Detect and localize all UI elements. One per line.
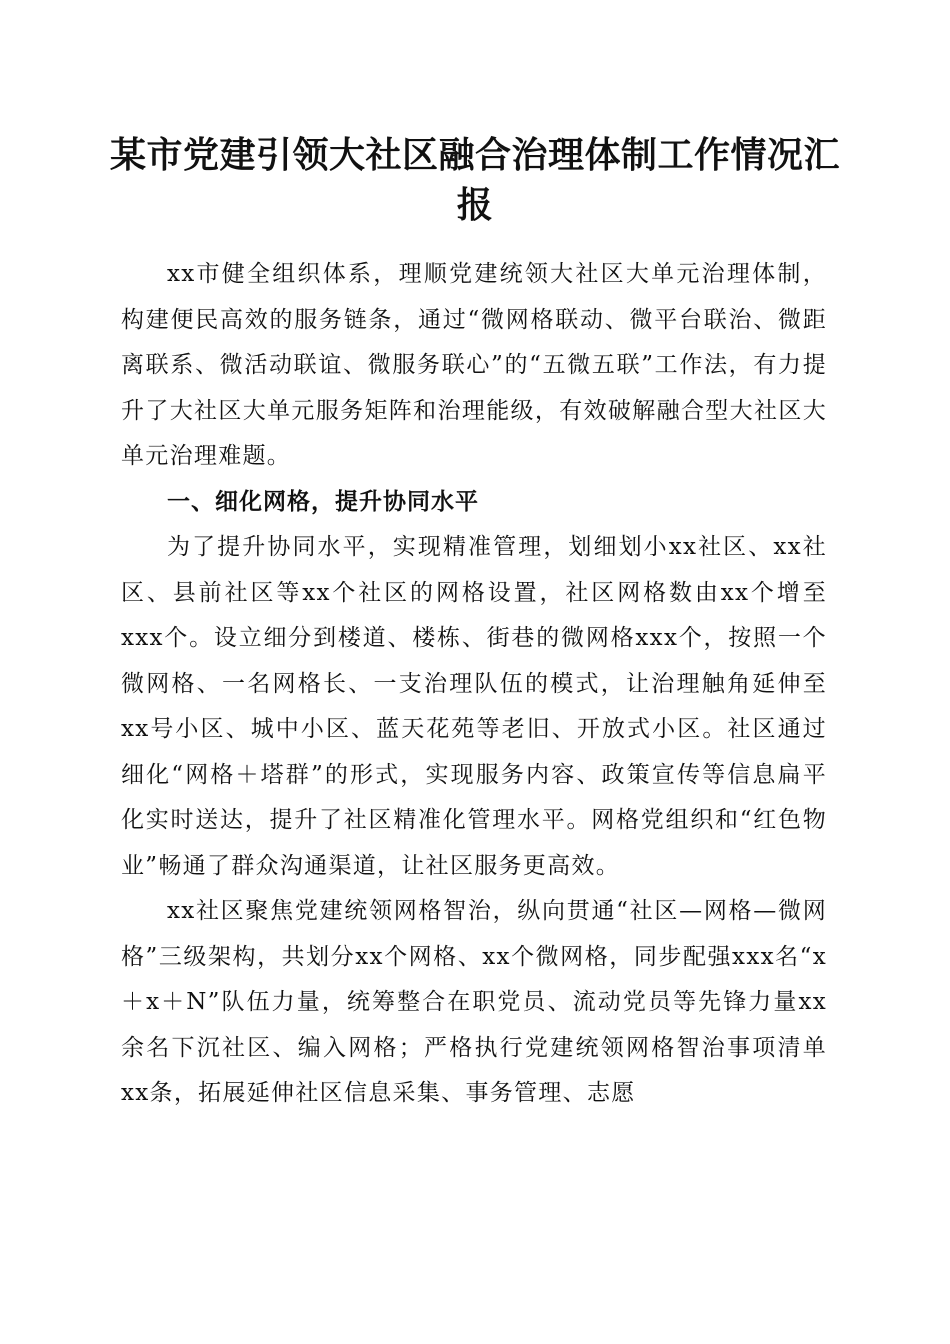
intro-paragraph: xx市健全组织体系，理顺党建统领大社区大单元治理体制，构建便民高效的服务链条，通过“微网格联动、微平台联治、微距离联系、微活动联谊、微服务联心”的“五微五联”工作法，有力提升了大社区大单元服务矩阵和治理能级，有效破解融合型大社区大单元治理难题。 [121,261,827,469]
document-body [121,252,827,1117]
section-1-paragraph-1: 为了提升协同水平，实现精准管理，划细划小xx社区、xx社区、县前社区等xx个社区的网格设置，社区网格数由xx个增至xxx个。设立细分到楼道、楼栋、街巷的微网格xxx个，按照一个微网格、一名网格长、一支治理队伍的模式，让治理触角延伸至xx号小区、城中小区、蓝天花苑等老旧、开放式小区。社区通过细化“网格＋塔群”的形式，实现服务内容、政策宣传等信息扁平化实时送达，提升了社区精准化管理水平。网格党组织和“红色物业”畅通了群众沟通渠道，让社区服务更高效。 [121,534,827,879]
section-1-paragraph-2: xx社区聚焦党建统领网格智治，纵向贯通“社区—网格—微网格”三级架构，共划分xx个网格、xx个微网格，同步配强xxx名“x＋x＋N”队伍力量，统筹整合在职党员、流动党员等先锋力量xx余名下沉社区、编入网格；严格执行党建统领网格智治事项清单xx条，拓展延伸社区信息采集、事务管理、志愿 [121,898,827,1106]
section-heading-1: 一、细化网格，提升协同水平 [167,488,479,515]
document-title: 某市党建引领大社区融合治理体制工作情况汇报 [110,134,841,226]
